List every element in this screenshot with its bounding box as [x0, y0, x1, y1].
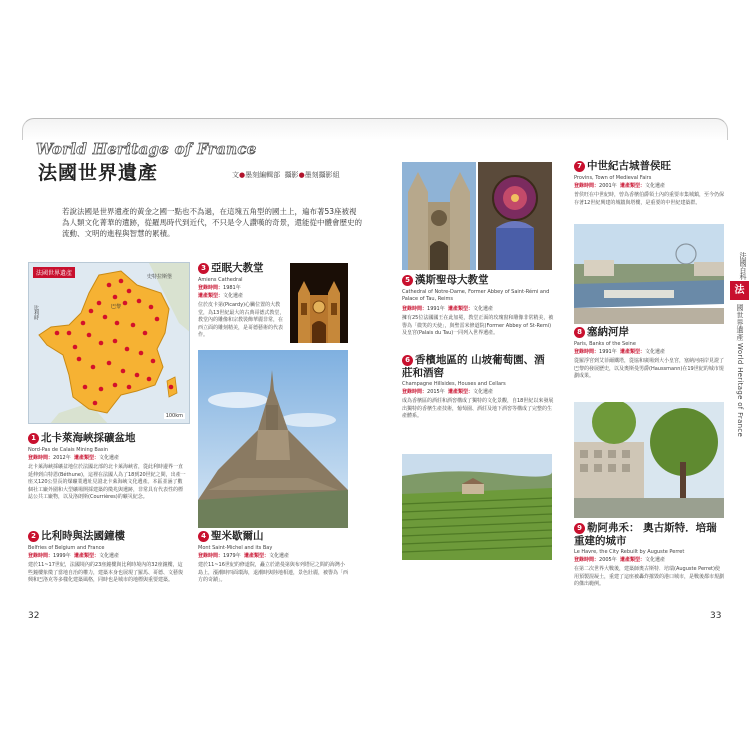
credit-line	[232, 170, 340, 180]
seine-river-photo	[574, 224, 724, 324]
entry-title-english: Amiens Cathedral	[198, 277, 243, 283]
type-value: 文化遺產	[223, 293, 244, 299]
year-value: 1981年	[223, 285, 241, 291]
entry-title	[402, 354, 554, 380]
year-value: 1979年	[223, 553, 241, 559]
entry-title-english: Provins, Town of Medieval Fairs	[574, 175, 652, 181]
river-photo	[574, 224, 724, 324]
credit-photo-name: 墨刻攝影組	[304, 171, 340, 179]
year-label: 登錄時間：	[198, 553, 224, 559]
entry-body: 位於皮卡第(Picardy)心臟位置的大教堂，為13世紀最大的古典哥德式教堂，教堂內的雕像和宗教裝飾華麗非常，在西立面的雕刻精美，是哥德藝術的代表作。	[198, 302, 285, 338]
entry-title-english: Mont Saint-Michel and its Bay	[198, 545, 273, 551]
entry-meta	[198, 285, 241, 292]
type-value: 文化遺產	[98, 455, 119, 461]
year-value: 1991年	[599, 349, 617, 355]
entry-title-english: Nord-Pas de Calais Mining Basin	[28, 447, 109, 453]
map-scale: 100km	[165, 413, 183, 419]
france-map	[28, 262, 190, 424]
section-tab-strip: 國世界遺產 World Heritage of France	[736, 304, 744, 438]
entry-meta	[402, 306, 493, 313]
entry-body: 成為香檳區的酒莊和酒窖構成了獨特的文化景觀，自18世紀以來發展出獨特的香檳生產技術，葡萄園、酒莊及地下酒窖等構成了完整的生產體系。	[402, 398, 554, 419]
type-value: 文化遺產	[644, 183, 665, 189]
entry-body: 建於11~16世紀的修道院，矗立於諾曼第與布列塔尼之間的海灣小島上，漲潮時四面環海，退潮時與陸地相連，景色壯麗，被譽為「西方的奇蹟」。	[198, 562, 349, 583]
entry-body: 擁有25位法國國王在此加冕，教堂正面的玫瑰窗和雕像非常精美，被譽為「微笑的天使」，與聖雷米修道院(Former Abbey of St-Remi)及皇宮(Palais du Tau)一同列入世界遺產。	[402, 315, 554, 336]
entry-title-text: 亞眠大教堂	[211, 262, 264, 274]
cathedral-photo	[290, 263, 348, 343]
entry-meta	[574, 183, 665, 190]
entry-title-english: Paris, Banks of the Seine	[574, 341, 636, 347]
bullet-icon: ●	[298, 171, 305, 179]
year-label: 登錄時間：	[402, 306, 428, 312]
type-value: 文化遺產	[268, 553, 289, 559]
vineyard-photo	[402, 454, 552, 560]
year-label: 登錄時間：	[574, 349, 600, 355]
reims-cathedral-photo	[402, 162, 476, 270]
year-label: 登錄時間：	[574, 557, 600, 563]
intro-paragraph: 若說法國是世界遺產的黃金之國一點也不為過，在這塊五角型的國土上，遍布著53座被視為人類文化菁華的遺跡，從羅馬時代到近代，不只是令人讚嘆的奇景，還能從中體會歷史的流動、文明的進程與智慧的累積。	[62, 207, 362, 238]
entry-number: 2	[28, 531, 39, 542]
entry-meta	[198, 553, 289, 560]
entry-title-text: 北卡萊海峽採礦盆地	[41, 432, 136, 444]
type-value: 文化遺產	[472, 306, 493, 312]
page-number-right: 33	[710, 611, 722, 621]
year-value: 1999年	[53, 553, 71, 559]
type-label: 遺產類型：	[619, 349, 645, 355]
entry-title	[574, 160, 671, 173]
section-tab-label: 法國百科	[739, 252, 747, 280]
year-value: 2015年	[427, 389, 445, 395]
type-label: 遺產類型：	[198, 293, 224, 299]
year-label: 登錄時間：	[198, 285, 224, 291]
entry-number: 7	[574, 161, 585, 172]
entry-meta	[574, 349, 665, 356]
year-label: 登錄時間：	[402, 389, 428, 395]
entry-title	[574, 522, 724, 548]
entry-number: 4	[198, 531, 209, 542]
page-title: 法國世界遺產	[38, 162, 159, 184]
year-label: 登錄時間：	[28, 553, 54, 559]
entry-meta	[28, 455, 119, 462]
entry-title-text: 塞納河岸	[587, 326, 629, 338]
title-english: World Heritage of France	[36, 140, 257, 158]
type-value: 文化遺產	[644, 349, 665, 355]
page-number-left: 32	[28, 611, 40, 621]
entry-body: 北卡萊海峽採礦盆地位於法國北部的北卡萊海峽省，從此利時邊界一直延伸到白特恩(Béthune)，這裡在法國人為了18到20世紀之間，出產一座又120公里長的煤礦業遺址見證北卡萊海峽文化遺產。本區並涵了數個社工廠外圍和大型礦場開採建築的徵兆與遺跡，非常具有代表性的標誌公共工廠物，以及洛朗斯(Courrières)的礦災紀念。	[28, 464, 186, 500]
mont-saint-michel-photo	[198, 350, 348, 528]
entry-number: 3	[198, 263, 209, 274]
year-value: 2012年	[53, 455, 71, 461]
credit-text-name: 墨刻編輯部	[245, 171, 281, 179]
type-label: 遺產類型：	[619, 183, 645, 189]
map-city-label: 巴黎	[111, 304, 122, 310]
city-photo	[574, 402, 724, 518]
credit-photo-label: 攝影	[284, 171, 299, 179]
entry-title	[574, 326, 629, 339]
type-value: 文化遺產	[472, 389, 493, 395]
entry-meta	[28, 553, 119, 560]
entry-body: 建於11~17世紀，法國境內的23座鐘樓與比利時境內的32座鐘樓，這些鐘樓象徵了當地自治的權力，建築本身也展現了羅馬、哥德、文藝復興和巴洛克等多樣化建築風格，同時也是城市的地標與重要建築。	[28, 562, 184, 583]
entry-title-text: 勒阿弗禾： 奧古斯特．培瑞重建的城市	[574, 522, 717, 547]
map-country-label: 比利時	[33, 305, 39, 320]
entry-number: 6	[402, 355, 413, 366]
entry-title-text: 漢斯聖母大教堂	[415, 274, 489, 286]
entry-title	[198, 530, 264, 543]
page-top-frame	[22, 118, 728, 140]
entry-body: 在第二次世界大戰後，建築師奧古斯特．培瑞(Auguste Perret)使用預製混凝土，重建了這座被轟炸摧毀的港口城市，是戰後都市規劃的傑出範例。	[574, 566, 725, 587]
entry-title-text: 香檳地區的 山坡葡萄園、酒莊和酒窖	[402, 354, 545, 379]
entry-number: 5	[402, 275, 413, 286]
year-label: 登錄時間：	[28, 455, 54, 461]
bullet-icon: ●	[239, 171, 246, 179]
entry-title	[28, 432, 136, 445]
type-label: 遺產類型：	[73, 553, 99, 559]
entry-title-english: Champagne Hillsides, Houses and Cellars	[402, 381, 506, 387]
entry-title	[198, 262, 264, 275]
champagne-vineyard-photo	[402, 454, 552, 560]
entry-title-english: Cathedral of Notre-Dame, Former Abbey of Saint-Rémi and Palace of Tau, Reims	[402, 289, 550, 302]
cathedral-photo	[402, 162, 476, 270]
type-label: 遺產類型：	[447, 389, 473, 395]
year-value: 2001年	[599, 183, 617, 189]
type-value: 文化遺產	[98, 553, 119, 559]
entry-title-text: 聖米歇爾山	[211, 530, 264, 542]
type-label: 遺產類型：	[619, 557, 645, 563]
entry-title-text: 中世紀古城普侯旺	[587, 160, 671, 172]
entry-number: 1	[28, 433, 39, 444]
entry-title	[402, 274, 489, 287]
type-label: 遺產類型：	[447, 306, 473, 312]
le-havre-photo	[574, 402, 724, 518]
entry-title	[28, 530, 125, 543]
entry-title-english: Le Havre, the City Rebuilt by Auguste Perret	[574, 549, 685, 555]
entry-meta	[198, 293, 243, 300]
stained-glass-photo	[478, 162, 552, 270]
entry-body: 普侯旺在中世紀時，曾為香檳伯爵領土內的重要市集城鎮，至今仍保存著12世紀興建的城牆與塔樓，是重要的中世紀建築群。	[574, 192, 725, 206]
credit-text-label: 文	[232, 171, 239, 179]
year-label: 登錄時間：	[574, 183, 600, 189]
entry-body: 從羅浮宮到艾菲爾鐵塔，從協和廣場到大小皇宮，塞納河兩岸見證了巴黎的發展歷史，以及奧斯曼男爵(Haussmann)在19世紀的城市規劃成果。	[574, 358, 725, 379]
map-legend-label: 法國世界遺產	[33, 267, 75, 278]
amiens-cathedral-photo	[290, 263, 348, 343]
entry-number: 9	[574, 523, 585, 534]
entry-meta	[402, 389, 493, 396]
rose-window-photo	[478, 162, 552, 270]
map-city-label: 史特拉斯堡	[147, 274, 173, 280]
entry-title-english: Belfries of Belgium and France	[28, 545, 105, 551]
france-outline-map	[29, 263, 190, 424]
entry-number: 8	[574, 327, 585, 338]
entry-meta	[574, 557, 665, 564]
entry-title-text: 比利時與法國鐘樓	[41, 530, 125, 542]
year-value: 2005年	[599, 557, 617, 563]
abbey-photo	[198, 350, 348, 528]
section-tab-box: 法	[730, 281, 749, 300]
type-label: 遺產類型：	[73, 455, 99, 461]
type-value: 文化遺產	[644, 557, 665, 563]
type-label: 遺產類型：	[243, 553, 269, 559]
year-value: 1991年	[427, 306, 445, 312]
